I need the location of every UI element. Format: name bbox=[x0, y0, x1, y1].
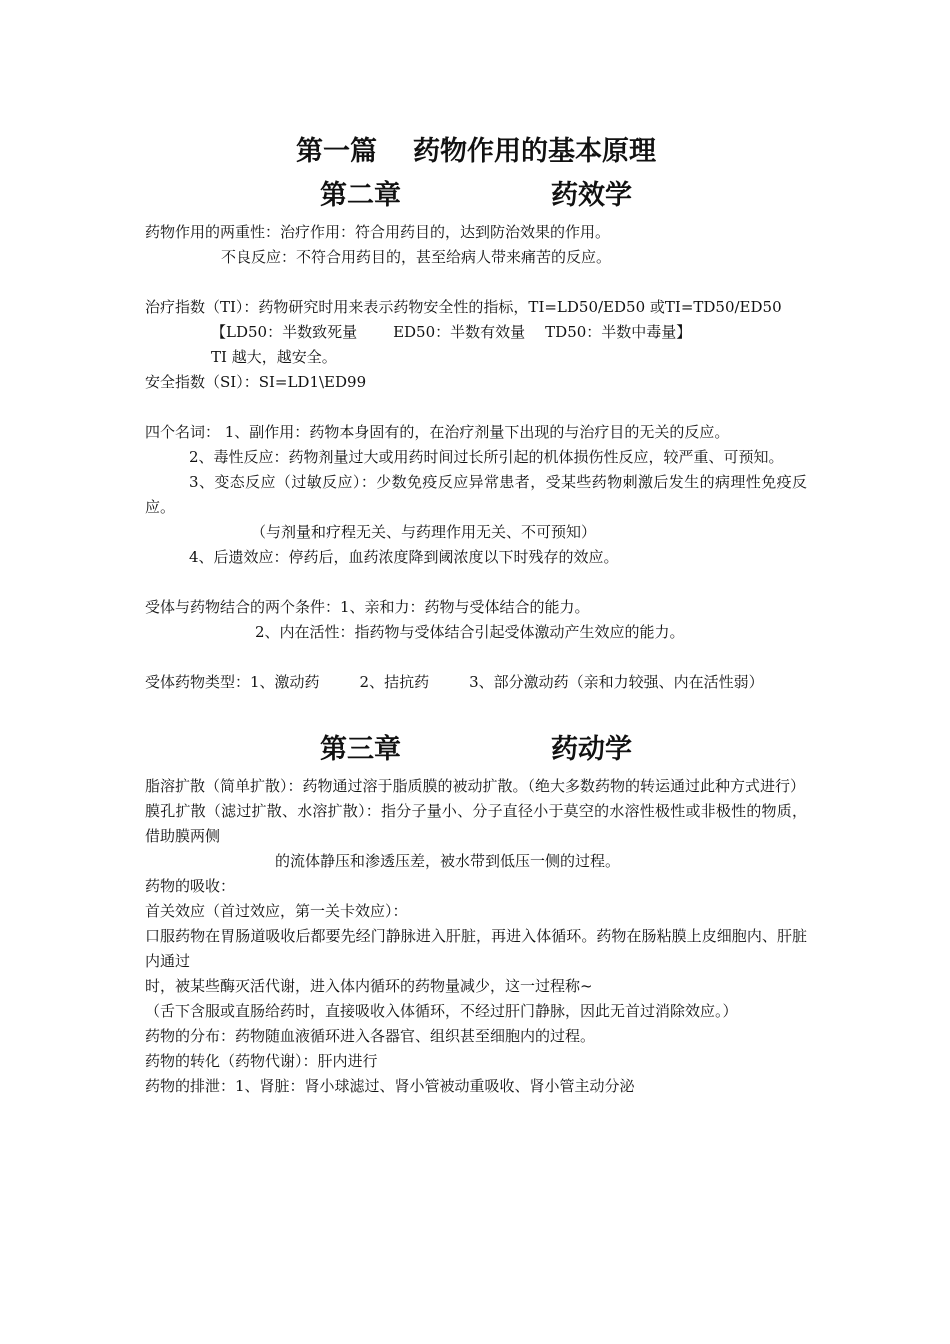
paragraph-excretion: 药物的排泄：1、肾脏：肾小球滤过、肾小管被动重吸收、肾小管主动分泌 bbox=[145, 1077, 635, 1095]
paragraph-adverse: 不良反应：不符合用药目的，甚至给病人带来痛苦的反应。 bbox=[221, 248, 612, 266]
paragraph-residual: 4、后遗效应：停药后，血药浓度降到阈浓度以下时残存的效应。 bbox=[189, 548, 619, 566]
paragraph-absorption: 药物的吸收： bbox=[145, 877, 236, 895]
paragraph-first-pass: 首关效应（首过效应，第一关卡效应）： bbox=[145, 902, 408, 920]
paragraph-pore-diffusion: 膜孔扩散（滤过扩散、水溶扩散）：指分子量小、分子直径小于莫空的水溶性极性或非极性的物质，借助膜两侧 bbox=[145, 802, 807, 845]
paragraph-ti: 治疗指数（TI）：药物研究时用来表示药物安全性的指标，TI=LD50/ED50 或TI=TD50/ED50 bbox=[145, 298, 782, 316]
paragraph-oral-cont: 时，被某些酶灭活代谢，进入体内循环的药物量减少，这一过程称~ bbox=[145, 977, 593, 995]
paragraph-allergy-note: （与剂量和疗程无关、与药理作用无关、不可预知） bbox=[251, 523, 597, 541]
paragraph-sublingual: （舌下含服或直肠给药时，直接吸收入体循环，不经过肝门静脉，因此无首过消除效应。） bbox=[145, 1002, 738, 1020]
part-name: 药物作用的基本原理 bbox=[413, 136, 656, 167]
paragraph-ld50: 【LD50：半数致死量 ED50：半数有效量 TD50：半数中毒量】 bbox=[211, 323, 692, 341]
chapter-3-number: 第三章 bbox=[320, 734, 401, 765]
part-title bbox=[145, 132, 807, 172]
paragraph-transformation: 药物的转化（药物代谢）：肝内进行 bbox=[145, 1052, 378, 1070]
paragraph-pore-cont: 的流体静压和渗透压差，被水带到低压一侧的过程。 bbox=[275, 852, 621, 870]
paragraph-distribution: 药物的分布：药物随血液循环进入各器官、组织甚至细胞内的过程。 bbox=[145, 1027, 596, 1045]
paragraph-oral: 口服药物在胃肠道吸收后都要先经门静脉进入肝脏，再进入体循环。药物在肠粘膜上皮细胞内、肝脏内通过 bbox=[145, 927, 807, 970]
paragraph-ti-safe: TI 越大，越安全。 bbox=[211, 348, 337, 366]
paragraph-intrinsic: 2、内在活性：指药物与受体结合引起受体激动产生效应的能力。 bbox=[255, 623, 685, 641]
document-page bbox=[145, 128, 807, 1099]
chapter-3-name: 药动学 bbox=[551, 734, 632, 765]
chapter-3-heading bbox=[145, 728, 807, 772]
part-number: 第一篇 bbox=[296, 136, 377, 167]
paragraph-lipid-diffusion: 脂溶扩散（简单扩散）：药物通过溶于脂质膜的被动扩散。（绝大多数药物的转运通过此种方式进行） bbox=[145, 777, 806, 795]
paragraph-toxic: 2、毒性反应：药物剂量过大或用药时间过长所引起的机体损伤性反应，较严重、可预知。 bbox=[189, 448, 784, 466]
paragraph-allergy: 3、变态反应（过敏反应）：少数免疫反应异常患者，受某些药物刺激后发生的病理性免疫反应。 bbox=[145, 473, 807, 516]
chapter-2-heading bbox=[145, 174, 807, 218]
paragraph-side-effect: 四个名词： 1、副作用：药物本身固有的，在治疗剂量下出现的与治疗目的无关的反应。 bbox=[145, 423, 730, 441]
chapter-2-name: 药效学 bbox=[551, 180, 632, 211]
paragraph-si: 安全指数（SI）：SI=LD1\ED99 bbox=[145, 373, 367, 391]
chapter-2-number: 第二章 bbox=[320, 180, 401, 211]
paragraph-duality: 药物作用的两重性：治疗作用：符合用药目的，达到防治效果的作用。 bbox=[145, 223, 611, 241]
paragraph-receptor-types: 受体药物类型：1、激动药 2、拮抗药 3、部分激动药（亲和力较强、内在活性弱） bbox=[145, 673, 764, 691]
paragraph-receptor-conditions: 受体与药物结合的两个条件：1、亲和力：药物与受体结合的能力。 bbox=[145, 598, 590, 616]
